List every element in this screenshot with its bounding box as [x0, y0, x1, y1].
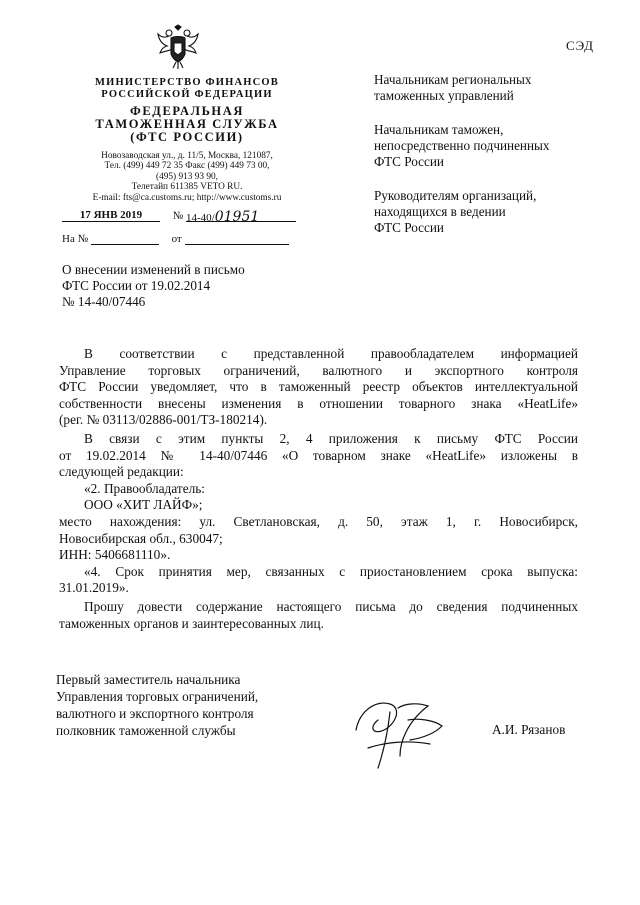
paragraph-2: В связи с этим пункты 2, 4 приложения к письму ФТС России от 19.02.2014 № 14-40/07446 «О товарном знаке «HeatLife» изложены в следующей редакции: [59, 430, 578, 480]
reference-from-label: от [171, 233, 182, 245]
handwritten-signature [338, 690, 458, 772]
number-handwritten: 01951 [214, 209, 260, 225]
service-line-3: (ФТС РОССИИ) [130, 130, 244, 144]
ministry-name [62, 77, 312, 101]
number-printed: 14-40/ [186, 212, 215, 224]
phones: Тел. (499) 449 72 35 Факс (499) 449 73 00, [104, 161, 270, 172]
service-line-1: ФЕДЕРАЛЬНАЯ [129, 104, 245, 118]
quote-item-4: «4. Срок принятия мер, связанных с приостановлением срока выпуска: 31.01.2019». [59, 563, 578, 596]
recipient-group-3: Руководителям организаций, находящихся в ведении ФТС России [374, 188, 537, 235]
service-line-2: ТАМОЖЕННАЯ СЛУЖБА [95, 117, 279, 131]
service-name [62, 105, 312, 144]
registration-line [62, 209, 296, 225]
letter-body [59, 346, 578, 632]
number-label: № [172, 210, 184, 222]
registration-date: 17 ЯНВ 2019 [79, 209, 143, 221]
address: Новозаводская ул., д. 11/5, Москва, 121087, [101, 151, 273, 161]
signatory-name: А.И. Рязанов [492, 722, 566, 737]
contact-block [62, 151, 312, 203]
signatory-title: Первый заместитель начальника Управления торговых ограничений, валютного и экспортного контроля полковник таможенной службы [56, 672, 259, 738]
recipient-group-2: Начальникам таможен, непосредственно подчиненных ФТС России [374, 122, 550, 169]
paragraph-1: В соответствии с представленной правообладателем информацией Управление торговых ограничений, валютного и экспортного контроля ФТС России уведомляет, что в таможенный реестр объектов интеллектуальной собственности внесены изменения в отношении товарного знака «HeatLife» (рег. № 03113/02886-001/ТЗ-180214). [59, 346, 578, 428]
quote-address: место нахождения: ул. Светлановская, д. 50, этаж 1, г. Новосибирск, Новосибирская обл., 630047; ИНН: 5406681110». [59, 513, 578, 563]
sed-stamp: СЭД [566, 38, 595, 53]
subject: О внесении изменений в письмо ФТС России от 19.02.2014 № 14-40/07446 [62, 262, 245, 309]
ministry-line-1: МИНИСТЕРСТВО ФИНАНСОВ [95, 77, 279, 88]
paragraph-3: Прошу довести содержание настоящего письма до сведения подчиненных таможенных органов и заинтересованных лиц. [59, 598, 578, 631]
quote-line-1: «2. Правообладатель: [84, 480, 205, 496]
quote-line-2: ООО «ХИТ ЛАЙФ»; [84, 497, 203, 513]
double-headed-eagle-emblem-icon [156, 24, 200, 70]
reference-line [62, 232, 289, 245]
email: E-mail: fts@ca.customs.ru; http://www.customs.ru [92, 192, 282, 203]
phones-2: (495) 913 93 90, [156, 171, 218, 182]
teletype: Телетайп 611385 VETO RU. [131, 182, 243, 193]
reference-label: На № [62, 233, 89, 245]
recipient-group-1: Начальникам региональных таможенных управлений [374, 72, 532, 103]
ministry-line-2: РОССИЙСКОЙ ФЕДЕРАЦИИ [101, 89, 273, 100]
